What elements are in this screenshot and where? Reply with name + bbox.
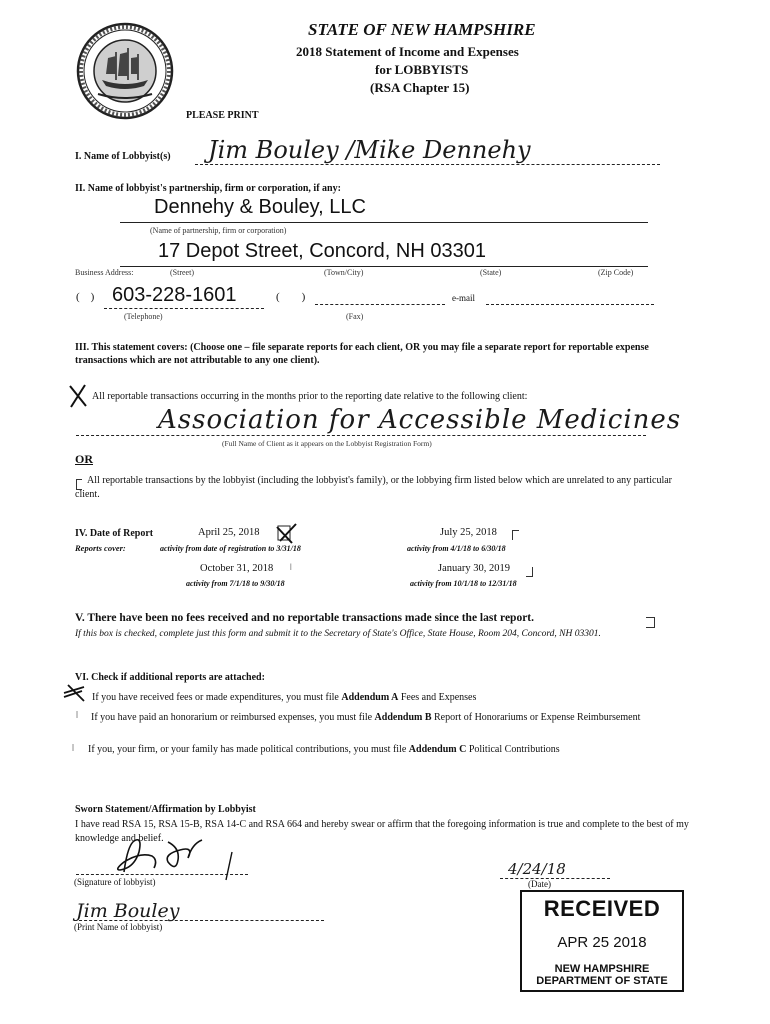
form-subtitle-3: (RSA Chapter 15) [370,80,470,95]
date2-value: July 25, 2018 [440,527,497,538]
date1-value: April 25, 2018 [198,527,260,538]
phone-caption: (Telephone) [124,312,163,321]
email-label: e-mail [452,293,475,303]
no-fees-label: V. There have been no fees received and no reportable transactions made since the last report. [75,612,535,624]
addendum-c-checkbox[interactable]: ǀ [72,743,75,754]
addendum-a-checkmark[interactable] [62,683,88,703]
additional-reports-label: VI. Check if additional reports are attached: [75,672,265,683]
date-of-report-label: IV. Date of Report [75,528,154,539]
state-caption: (State) [480,268,502,277]
addendum-c-post: Political Contributions [468,744,560,755]
print-name-caption: (Print Name of lobbyist) [74,922,163,932]
form-state-title: STATE OF NEW HAMPSHIRE [308,20,536,39]
coverage-label: III. This statement covers: (Choose one – file separate reports for each client, OR you may file a separate report for reportable expense transactions which are not attributable to any one client). [75,342,649,366]
date4-value: January 30, 2019 [438,563,511,574]
addendum-b-text [75,711,695,724]
addendum-a-name: Addendum A [341,692,399,703]
addendum-c-pre: If you, your firm, or your family has made political contributions, you must file [88,744,407,755]
zip-caption: (Zip Code) [598,268,634,277]
no-fees-note: If this box is checked, complete just this form and submit it to the Secretary of State's Office, State House, Room 204, Concord, NH 03301. [75,629,601,639]
stamp-date: APR 25 2018 [557,934,647,951]
date2-note: activity from 4/1/18 to 6/30/18 [407,544,506,553]
date4-checkbox[interactable] [526,563,533,581]
option2-text: All reportable transactions by the lobbyist (including the lobbyist's family), or the lobbying firm listed below which are unrelated to any particular client. [75,475,672,500]
option1-checkmark[interactable] [68,384,88,408]
street-caption: (Street) [170,268,194,277]
or-label: OR [75,452,93,466]
sworn-text: I have read RSA 15, RSA 15-B, RSA 14-C and RSA 664 and hereby swear or affirm that the foregoing information is true and complete to the best of my knowledge and belief. [75,819,689,844]
client-name-value: Association for Accessible Medicines [158,405,682,435]
please-print: PLEASE PRINT [186,110,259,121]
firm-label: II. Name of lobbyist's partnership, firm or corporation, if any: [75,183,341,194]
sworn-title: Sworn Statement/Affirmation by Lobbyist [75,804,256,815]
state-seal [76,22,174,120]
stamp-line1: NEW HAMPSHIRE [554,963,650,975]
reports-cover-label: Reports cover: [75,543,126,553]
stamp-received: RECEIVED [543,896,661,921]
print-name-value: Jim Bouley [76,900,180,922]
addendum-a-pre: If you have received fees or made expenditures, you must file [92,692,339,703]
date3-value: October 31, 2018 [200,563,274,574]
firm-caption: (Name of partnership, firm or corporation) [150,226,287,235]
option1-text: All reportable transactions occurring in the months prior to the reporting date relative to the following client: [92,391,528,402]
date4-note: activity from 10/1/18 to 12/31/18 [410,579,517,588]
addendum-b-checkbox[interactable]: ǀ [76,710,79,721]
client-caption: (Full Name of Client as it appears on the Lobbyist Registration Form) [222,439,432,448]
addendum-a-post: Fees and Expenses [400,692,477,703]
signature-caption: (Signature of lobbyist) [74,877,156,887]
lobbyist-name-label: I. Name of Lobbyist(s) [75,151,171,162]
addendum-c-name: Addendum C [408,744,467,755]
addendum-a-text [92,692,476,703]
date-caption: (Date) [528,879,551,889]
fax-paren: ( ) [276,291,306,303]
date2-checkbox[interactable] [512,526,519,544]
phone-value: 603-228-1601 [112,284,237,306]
form-subtitle-1: 2018 Statement of Income and Expenses [296,44,519,59]
town-caption: (Town/City) [324,268,364,277]
firm-name-value: Dennehy & Bouley, LLC [154,196,366,218]
date1-checkmark[interactable] [276,523,298,545]
fax-caption: (Fax) [346,312,364,321]
business-address-label: Business Address: [75,268,134,277]
date3-note: activity from 7/1/18 to 9/30/18 [186,579,285,588]
addendum-b-post: Report of Honorariums or Expense Reimbursement [434,712,641,723]
addendum-b-name: Addendum B [374,712,432,723]
date3-checkbox[interactable]: ǀ [290,562,292,572]
addendum-c-text [88,744,560,755]
phone-paren: ( ) [76,291,95,303]
stamp-line2: DEPARTMENT OF STATE [536,975,668,987]
address-value: 17 Depot Street, Concord, NH 03301 [158,240,486,262]
date1-note: activity from date of registration to 3/31/18 [160,544,301,553]
received-stamp [520,890,684,992]
date-value: 4/24/18 [508,860,566,878]
form-subtitle-2: for LOBBYISTS [375,62,469,77]
lobbyist-name-value: Jim Bouley /Mike Dennehy [208,136,531,164]
addendum-b-pre: If you have paid an honorarium or reimbursed expenses, you must file [91,712,373,723]
